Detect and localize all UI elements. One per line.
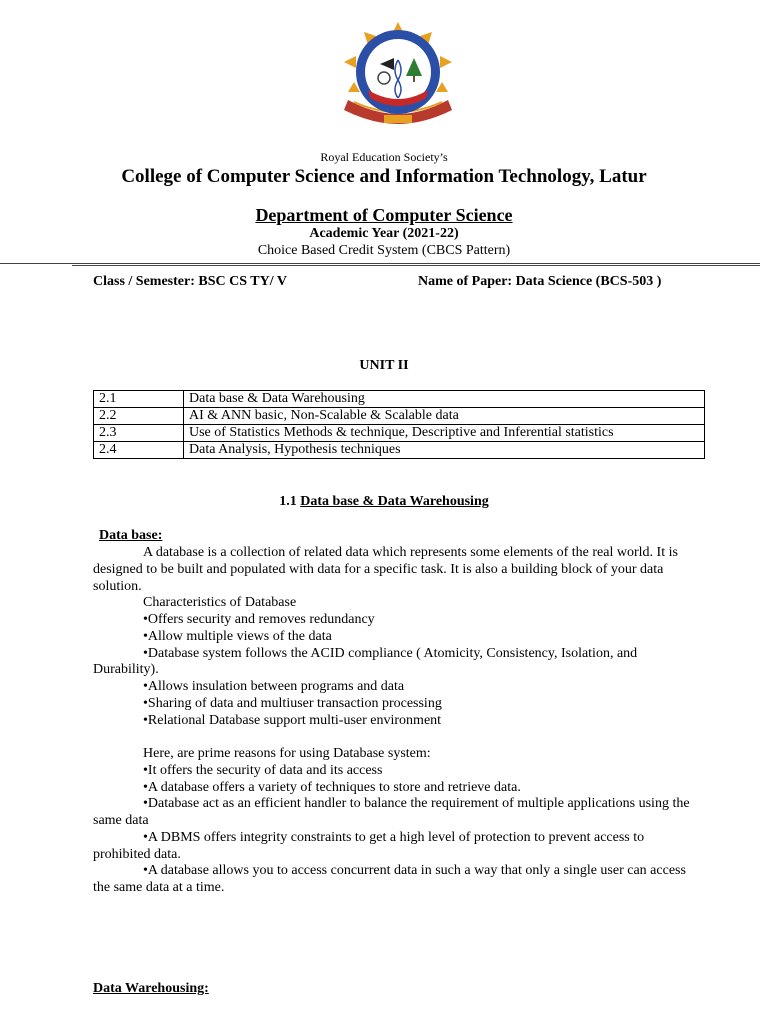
list-item: •Allow multiple views of the data <box>143 628 332 644</box>
list-item: •Sharing of data and multiuser transaction processing <box>143 695 442 711</box>
topic-title: Data base & Data Warehousing <box>184 391 705 408</box>
topic-number: 2.4 <box>94 442 184 459</box>
college-seal-icon <box>334 18 462 130</box>
academic-year: Academic Year (2021-22) <box>309 226 459 241</box>
unit-title: UNIT II <box>359 358 409 373</box>
list-item: •Allows insulation between programs and data <box>143 679 405 694</box>
database-heading: Data base: <box>99 528 163 543</box>
database-intro: A database is a collection of related data which represents some elements of the real world. It is designed to be built and populated with data for a specific task. It is also a building block of your data solution. <box>93 545 678 594</box>
section-heading <box>0 494 768 510</box>
cbcs-pattern: Choice Based Credit System (CBCS Pattern) <box>257 243 511 258</box>
topic-number: 2.1 <box>94 391 184 408</box>
list-item: •A database offers a variety of techniques to store and retrieve data. <box>143 779 521 795</box>
topic-title: Use of Statistics Methods & technique, Descriptive and Inferential statistics <box>184 425 705 442</box>
characteristics-title: Characteristics of Database <box>143 595 297 611</box>
header-divider <box>0 263 760 264</box>
list-item: •Relational Database support multi-user environment <box>143 712 442 728</box>
list-item: •A DBMS offers integrity constraints to get a high level of protection to prevent access to prohibited data. <box>93 829 645 862</box>
reasons-title: Here, are prime reasons for using Database system: <box>143 746 431 761</box>
table-row <box>94 442 705 459</box>
list-item: •Database act as an efficient handler to balance the requirement of multiple applications using the same data <box>93 796 690 828</box>
department-name: Department of Computer Science <box>255 205 513 225</box>
section-title: Data base & Data Warehousing <box>300 494 489 509</box>
table-row <box>94 391 705 408</box>
college-logo <box>334 18 462 130</box>
topic-title: Data Analysis, Hypothesis techniques <box>184 442 705 459</box>
warehousing-heading: Data Warehousing: <box>93 981 209 996</box>
list-item: •It offers the security of data and its access <box>143 762 383 778</box>
society-name: Royal Education Society’s <box>320 150 448 164</box>
table-row <box>94 408 705 425</box>
table-row <box>94 425 705 442</box>
header-divider-secondary <box>72 265 760 266</box>
section-number: 1.1 <box>279 494 297 509</box>
class-semester: Class / Semester: BSC CS TY/ V <box>93 274 287 289</box>
list-item: •A database allows you to access concurrent data in such a way that only a single user can access the same data at a time. <box>93 863 686 895</box>
unit-topics-table <box>93 390 705 459</box>
list-item: •Database system follows the ACID compliance ( Atomicity, Consistency, Isolation, and Durability). <box>93 645 638 678</box>
topic-number: 2.2 <box>94 408 184 425</box>
list-item: •Offers security and removes redundancy <box>143 612 375 627</box>
paper-name: Name of Paper: Data Science (BCS-503 ) <box>418 274 662 289</box>
topic-number: 2.3 <box>94 425 184 442</box>
database-body <box>93 545 705 897</box>
topic-title: AI & ANN basic, Non-Scalable & Scalable data <box>184 408 705 425</box>
college-name: College of Computer Science and Information Technology, Latur <box>121 166 647 187</box>
